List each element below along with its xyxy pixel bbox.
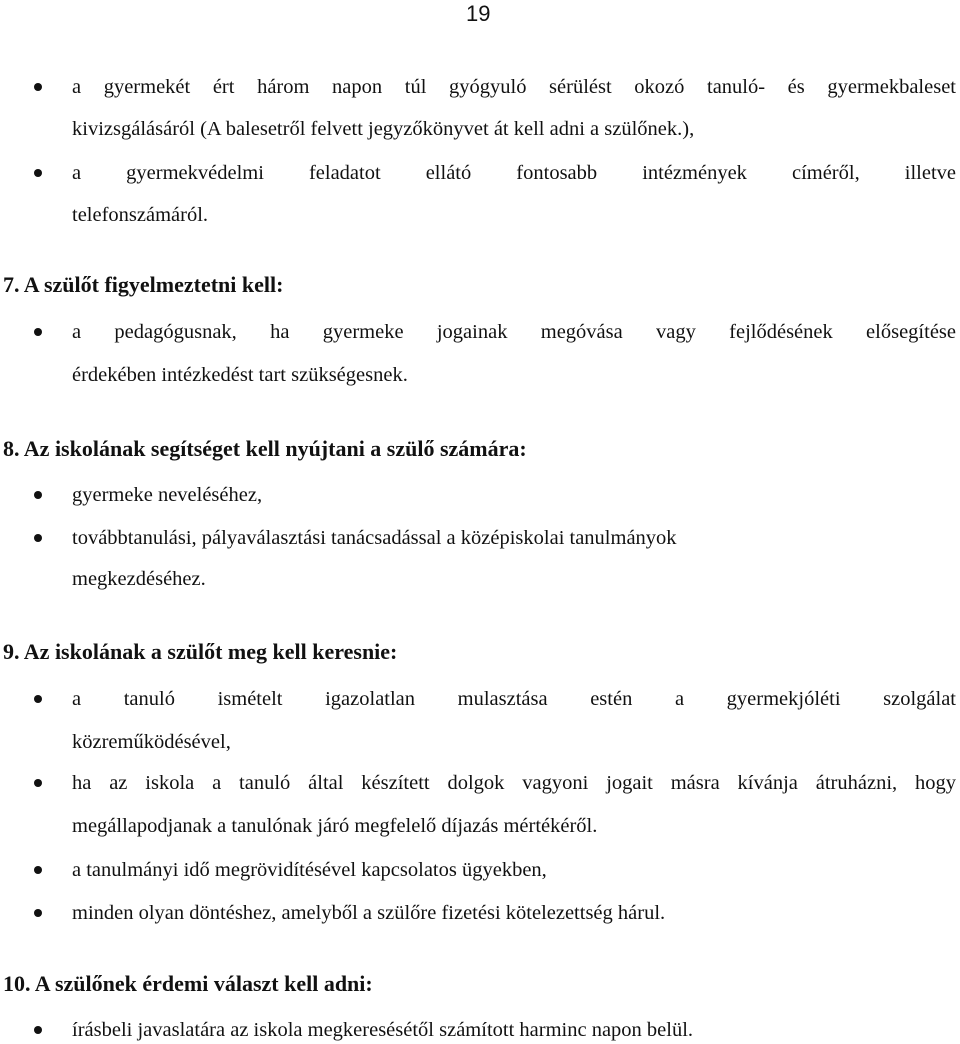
bullet-icon [34, 909, 42, 917]
list-item-text: a tanulmányi idő megrövidítésével kapcsolatos ügyekben, [72, 859, 547, 881]
list-item-text: telefonszámáról. [72, 204, 209, 226]
list-item-text: minden olyan döntéshez, amelyből a szülőre fizetési kötelezettség hárul. [72, 902, 666, 924]
list-item-text: megkezdéséhez. [72, 568, 206, 590]
list-item-text: írásbeli javaslatára az iskola megkeresésétől számított harminc napon belül. [72, 1019, 694, 1041]
bullet-icon [34, 169, 42, 177]
bullet-icon [34, 866, 42, 874]
section-9-heading: 9. Az iskolának a szülőt meg kell keresnie: [3, 639, 398, 664]
section-10-heading: 10. A szülőnek érdemi választ kell adni: [3, 971, 373, 996]
list-item-text: a pedagógusnak, ha gyermeke jogainak megóvása vagy fejlődésének elősegítése [72, 321, 956, 343]
list-item-text: a gyermekét ért három napon túl gyógyuló sérülést okozó tanuló- és gyermekbaleset [72, 76, 956, 98]
page-number: 19 [466, 1, 491, 26]
bullet-icon [34, 779, 42, 787]
list-item-text: a tanuló ismételt igazolatlan mulasztása estén a gyermekjóléti szolgálat [72, 688, 956, 710]
list-item-text: továbbtanulási, pályaválasztási tanácsadással a középiskolai tanulmányok [72, 527, 677, 549]
bullet-icon [34, 695, 42, 703]
bullet-icon [34, 491, 42, 499]
bullet-icon [34, 83, 42, 91]
list-item-text: közreműködésével, [72, 731, 231, 753]
list-item-text: kivizsgálásáról (A balesetről felvett jegyzőkönyvet át kell adni a szülőnek.), [72, 118, 695, 140]
list-item-text: a gyermekvédelmi feladatot ellátó fontosabb intézmények címéről, illetve [72, 162, 956, 184]
bullet-icon [34, 328, 42, 336]
section-7-heading: 7. A szülőt figyelmeztetni kell: [3, 272, 284, 297]
list-item-text: megállapodjanak a tanulónak járó megfelelő díjazás mértékéről. [72, 815, 598, 837]
list-item-text: gyermeke neveléséhez, [72, 484, 263, 506]
bullet-icon [34, 1026, 42, 1034]
section-8-heading: 8. Az iskolának segítséget kell nyújtani a szülő számára: [3, 436, 527, 461]
list-item-text: érdekében intézkedést tart szükségesnek. [72, 364, 408, 386]
list-item-text: ha az iskola a tanuló által készített dolgok vagyoni jogait másra kívánja átruházni, hogy [72, 772, 956, 794]
bullet-icon [34, 534, 42, 542]
